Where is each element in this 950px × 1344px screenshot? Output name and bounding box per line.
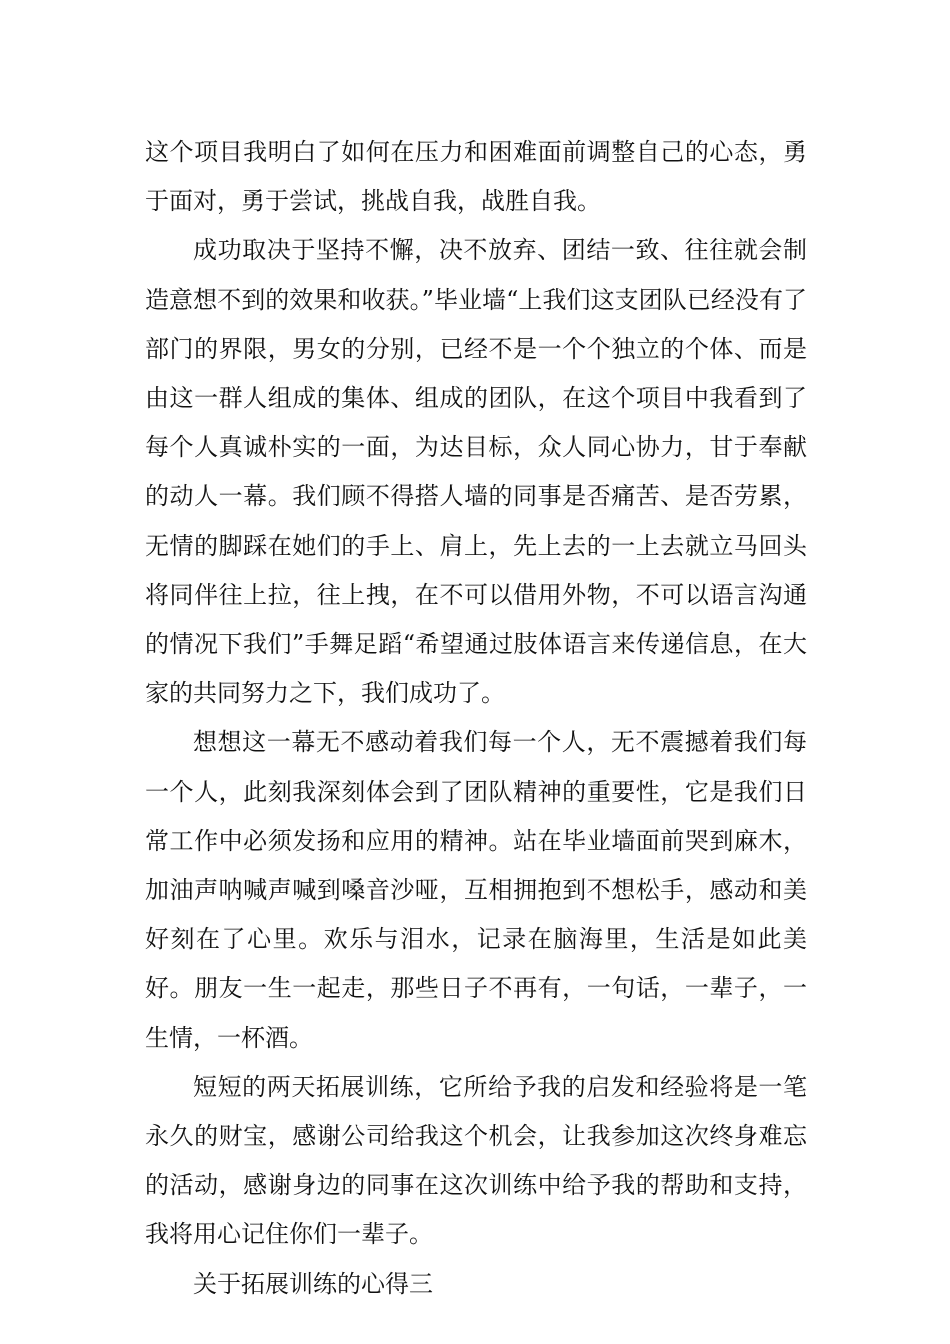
section-heading: 关于拓展训练的心得三 xyxy=(193,1269,433,1298)
paragraph-continuation: 这个项目我明白了如何在压力和困难面前调整自己的心态，勇于面对，勇于尝试，挑战自我，战胜自我。 xyxy=(145,138,807,216)
paragraph-graduation-wall: 成功取决于坚持不懈，决不放弃、团结一致、往往就会制造意想不到的效果和收获。”毕业墙“上我们这支团队已经没有了部门的界限，男女的分别，已经不是一个个独立的个体、而是由这一群人组成的集体、组成的团队，在这个项目中我看到了每个人真诚朴实的一面，为达目标，众人同心协力，甘于奉献的动人一幕。我们顾不得搭人墙的同事是否痛苦、是否劳累，无情的脚踩在她们的手上、肩上，先上去的一上去就立马回头将同伴往上拉，往上拽，在不可以借用外物，不可以语言沟通的情况下我们”手舞足蹈“希望通过肢体语言来传递信息，在大家的共同努力之下，我们成功了。 xyxy=(145,236,807,708)
document-body xyxy=(145,128,807,1309)
paragraph-team-spirit: 想想这一幕无不感动着我们每一个人，无不震撼着我们每一个人，此刻我深刻体会到了团队精神的重要性，它是我们日常工作中必须发扬和应用的精神。站在毕业墙面前哭到麻木，加油声呐喊声喊到嗓音沙哑，互相拥抱到不想松手，感动和美好刻在了心里。欢乐与泪水，记录在脑海里，生活是如此美好。朋友一生一起走，那些日子不再有，一句话，一辈子，一生情，一杯酒。 xyxy=(145,728,807,1052)
paragraph-gratitude: 短短的两天拓展训练，它所给予我的启发和经验将是一笔永久的财宝，感谢公司给我这个机会，让我参加这次终身难忘的活动，感谢身边的同事在这次训练中给予我的帮助和支持，我将用心记住你们一辈子。 xyxy=(145,1072,807,1249)
